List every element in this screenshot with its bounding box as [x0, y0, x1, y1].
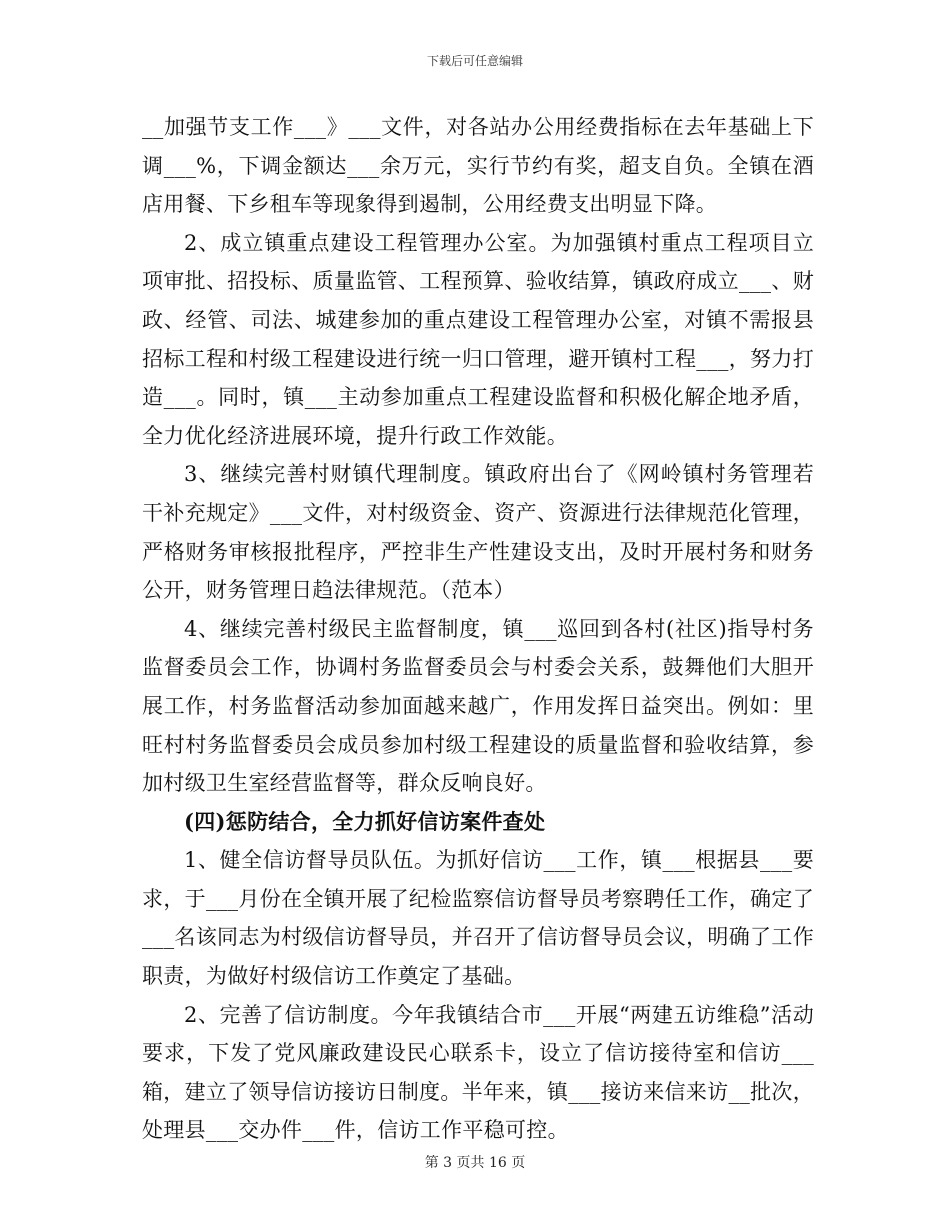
page-footer: 第 3 页共 16 页 — [424, 1155, 526, 1171]
paragraph-item-2b: 2、完善了信访制度。今年我镇结合市___开展“两建五访维稳”活动要求，下发了党风廉政建设民心联系卡，设立了信访接待室和信访___箱，建立了领导信访接访日制度。半年来，镇___接访来信来访__批次，处理县___交办件___件，信访工作平稳可控。 — [142, 1002, 814, 1143]
section-heading: (四)惩防结合，全力抓好信访案件查处 — [184, 808, 546, 834]
paragraph-item-3: 3、继续完善村财镇代理制度。镇政府出台了《网岭镇村务管理若干补充规定》___文件，对村级资金、资产、资源进行法律规范化管理，严格财务审核报批程序，严控非生产性建设支出，及时开展村务和财务公开，财务管理日趋法律规范。（范本） — [142, 462, 814, 603]
paragraph-item-4: 4、继续完善村级民主监督制度，镇___巡回到各村(社区)指导村务监督委员会工作，协调村务监督委员会与村委会关系，鼓舞他们大胆开展工作，村务监督活动参加面越来越广，作用发挥日益突出。例如：里旺村村务监督委员会成员参加村级工程建设的质量监督和验收结算，参加村级卫生室经营监督等，群众反响良好。 — [142, 616, 814, 796]
paragraph-item-1: 1、健全信访督导员队伍。为抓好信访___工作，镇___根据县___要求，于___月份在全镇开展了纪检监察信访督导员考察聘任工作，确定了___名该同志为村级信访督导员，并召开了信访督导员会议，明确了工作职责，为做好村级信访工作奠定了基础。 — [142, 848, 814, 989]
paragraph-continuation: __加强节支工作___》___文件，对各站办公用经费指标在去年基础上下调___%，下调金额达___余万元，实行节约有奖，超支自负。全镇在酒店用餐、下乡租车等现象得到遏制，公用经费支出明显下降。 — [142, 115, 814, 217]
document-body — [142, 108, 814, 1150]
paragraph-item-2: 2、成立镇重点建设工程管理办公室。为加强镇村重点工程项目立项审批、招投标、质量监管、工程预算、验收结算，镇政府成立___、财政、经管、司法、城建参加的重点建设工程管理办公室，对镇不需报县招标工程和村级工程建设进行统一归口管理，避开镇村工程___，努力打造___。同时，镇___主动参加重点工程建设监督和积极化解企地矛盾，全力优化经济进展环境，提升行政工作效能。 — [142, 230, 814, 448]
page-header: 下载后可任意编辑 — [426, 54, 523, 68]
